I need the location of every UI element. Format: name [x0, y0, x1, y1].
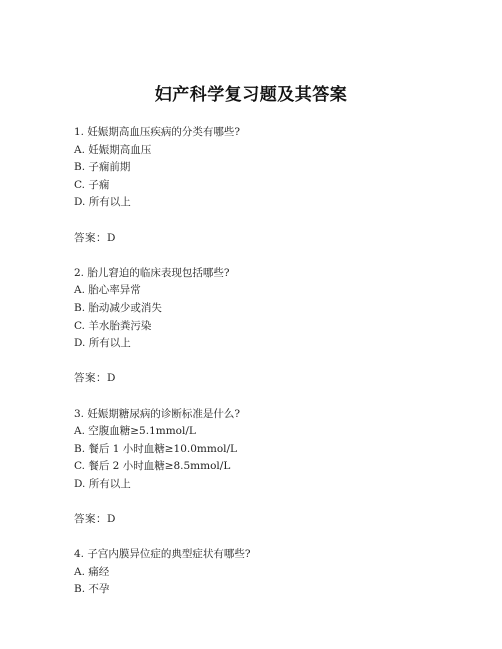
- spacer: [74, 529, 454, 547]
- question-3-text: 3. 妊娠期糖尿病的诊断标准是什么?: [74, 407, 240, 420]
- spacer: [74, 388, 454, 406]
- question-4-text: 4. 子宫内膜异位症的典型症状有哪些?: [74, 548, 251, 561]
- question-1-answer: 答案：D: [74, 231, 116, 244]
- question-3-option-d: D. 所有以上: [74, 477, 131, 490]
- document-title: 妇产科学复习题及其答案: [154, 85, 348, 105]
- question-1-option-d: D. 所有以上: [74, 196, 131, 209]
- question-2-answer: 答案：D: [74, 372, 116, 385]
- question-4-option-a: A. 痛经: [74, 565, 110, 578]
- spacer: [74, 353, 454, 371]
- question-2-option-b: B. 胎动减少或消失: [74, 301, 162, 314]
- question-4-option-b: B. 不孕: [74, 583, 110, 596]
- question-3-answer: 答案：D: [74, 513, 116, 526]
- spacer: [74, 493, 454, 511]
- spacer: [74, 247, 454, 265]
- question-2-option-a: A. 胎心率异常: [74, 284, 141, 297]
- question-3-option-c: C. 餐后 2 小时血糖≥8.5mmol/L: [74, 460, 231, 473]
- question-list: [74, 124, 454, 599]
- question-1-option-b: B. 子痫前期: [74, 161, 131, 174]
- question-2-option-d: D. 所有以上: [74, 337, 131, 350]
- question-1-option-a: A. 妊娠期高血压: [74, 143, 152, 156]
- spacer: [74, 212, 454, 230]
- question-2-text: 2. 胎儿窘迫的临床表现包括哪些?: [74, 266, 230, 279]
- question-1-text: 1. 妊娠期高血压疾病的分类有哪些?: [74, 126, 240, 138]
- question-3-option-b: B. 餐后 1 小时血糖≥10.0mmol/L: [74, 442, 238, 455]
- question-3-option-a: A. 空腹血糖≥5.1mmol/L: [74, 425, 196, 438]
- question-1-option-c: C. 子痫: [74, 178, 110, 191]
- question-2-option-c: C. 羊水胎粪污染: [74, 319, 152, 332]
